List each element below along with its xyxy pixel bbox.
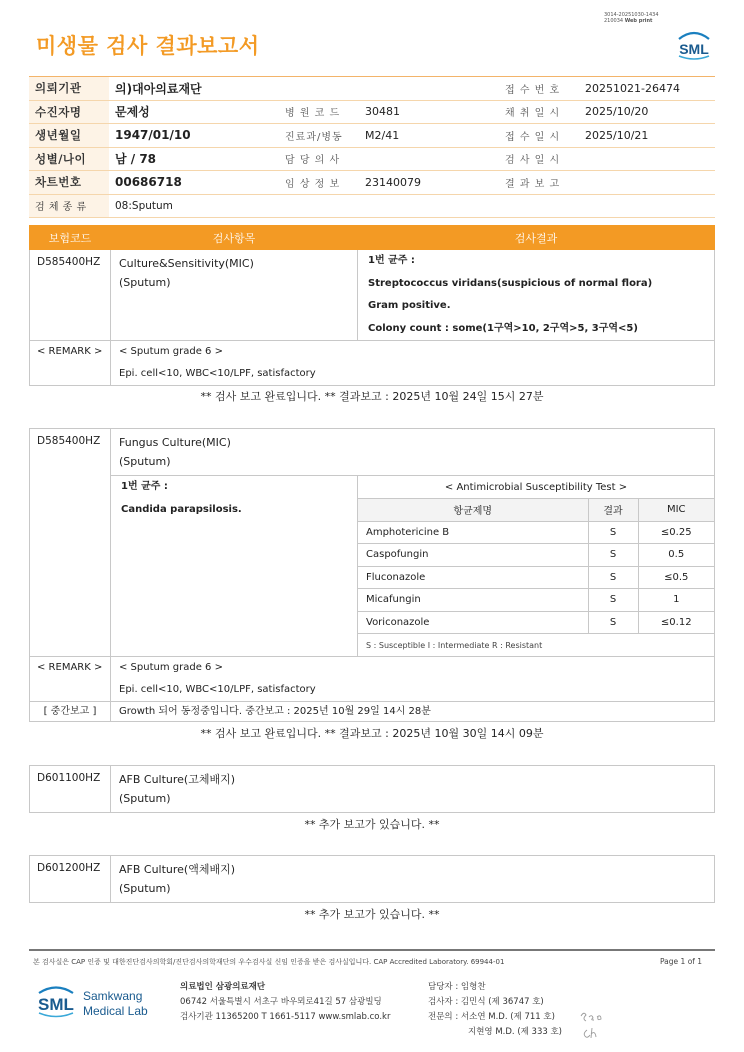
table-row: [30, 856, 715, 903]
table-row: [30, 429, 715, 476]
info-label: 성별/나이: [29, 147, 109, 171]
org-address: 06742 서울특별시 서초구 바우뫼로41길 57 삼광빌딩: [180, 997, 382, 1007]
footer-divider: [29, 949, 715, 951]
info-label: 병 원 코 드: [279, 100, 359, 124]
additional-report-notice: ** 추가 보고가 있습니다. **: [304, 908, 440, 921]
ast-legend: S : Susceptible I : Intermediate R : Resistant: [358, 634, 714, 657]
additional-report-notice: ** 추가 보고가 있습니다. **: [304, 818, 440, 831]
accreditation-note: 본 검사실은 CAP 인증 및 대한진단검사의학회/진단검사의학재단의 우수검사실 신임 인증을 받은 검사실입니다. CAP Accredited Laboratory. 69944-01: [33, 958, 505, 966]
info-label: 차트번호: [29, 171, 109, 195]
info-value: 30481: [359, 100, 499, 124]
ast-mic: ≤0.5: [638, 566, 714, 589]
staff-name: 김민식 (제 36747 호): [460, 997, 544, 1007]
patient-info-table: [29, 76, 715, 218]
test-specimen: (Sputum): [119, 455, 171, 468]
info-label: 접 수 일 시: [499, 124, 579, 148]
org-name: 의료법인 삼광의료재단: [180, 982, 266, 992]
ast-col-mic: MIC: [638, 499, 714, 522]
ast-drug: Amphotericine B: [358, 521, 588, 544]
samkwang-logo: [36, 980, 166, 1024]
info-row: [29, 171, 715, 195]
test-code: D601200HZ: [30, 856, 111, 903]
info-value: [579, 171, 715, 195]
result-table-afb-liquid: [29, 855, 715, 903]
remark-text: [111, 341, 715, 386]
info-row: [29, 77, 715, 101]
ast-row: [358, 589, 714, 612]
ast-caption-row: [358, 476, 714, 499]
interim-row: [30, 702, 715, 722]
test-result: [358, 250, 715, 341]
info-value: [359, 194, 499, 218]
test-specimen: (Sputum): [119, 882, 171, 895]
info-value: 20251021-26474: [579, 77, 715, 101]
web-print-label: Web print: [624, 18, 653, 24]
staff-name: 서소연 M.D. (제 711 호): [460, 1012, 555, 1022]
test-item-name: AFB Culture(액체배지): [119, 863, 236, 876]
col-insurance-code: 보험코드: [30, 226, 111, 250]
ast-legend-row: [358, 634, 714, 657]
info-value: 1947/01/10: [109, 124, 279, 148]
test-item-name: AFB Culture(고체배지): [119, 773, 236, 786]
ast-row: [358, 611, 714, 634]
table-row: [30, 476, 715, 657]
page-title: 미생물 검사 결과보고서: [36, 34, 260, 58]
ast-drug: Fluconazole: [358, 566, 588, 589]
ast-header-row: [358, 499, 714, 522]
test-item-name: Culture&Sensitivity(MIC): [119, 257, 254, 270]
info-value: [579, 194, 715, 218]
info-label: 의뢰기관: [29, 77, 109, 101]
info-label: 임 상 정 보: [279, 171, 359, 195]
test-code: D585400HZ: [30, 250, 111, 341]
result-line: 1번 균주 :: [368, 255, 415, 266]
result-table-afb-solid: [29, 765, 715, 813]
col-test-item: 검사항목: [111, 226, 358, 250]
logo-line1: Samkwang: [83, 989, 143, 1003]
test-item: [111, 856, 715, 903]
table-row: [30, 250, 715, 341]
info-value: [579, 147, 715, 171]
test-item-name: Fungus Culture(MIC): [119, 436, 231, 449]
info-label: 채 취 일 시: [499, 100, 579, 124]
logo-line2: Medical Lab: [83, 1004, 148, 1018]
test-item: [111, 250, 358, 341]
info-label: 결 과 보 고: [499, 171, 579, 195]
report-id-code: [604, 12, 694, 24]
ast-result: S: [588, 544, 638, 567]
ast-row: [358, 544, 714, 567]
col-test-result: 검사결과: [358, 226, 715, 250]
ast-table: [358, 476, 714, 656]
result-line: Colony count : some(1구역>10, 2구역>5, 3구역<5): [368, 322, 638, 334]
remark-row: [30, 657, 715, 702]
ast-drug: Micafungin: [358, 589, 588, 612]
ast-mic: ≤0.12: [638, 611, 714, 634]
info-label: [279, 77, 359, 101]
organization-info: [180, 980, 390, 1025]
ast-mic: 1: [638, 589, 714, 612]
test-item: [111, 429, 715, 476]
test-specimen: (Sputum): [119, 792, 171, 805]
result-table-fungus: [29, 428, 715, 722]
strain-name: Candida parapsilosis.: [121, 503, 242, 515]
ast-result: S: [588, 521, 638, 544]
staff-name: 임형찬: [460, 982, 486, 992]
sml-logo: [674, 26, 714, 60]
remark-line: < Sputum grade 6 >: [119, 346, 223, 357]
ast-drug: Caspofungin: [358, 544, 588, 567]
info-label: 진료과/병동: [279, 124, 359, 148]
completion-notice: ** 검사 보고 완료입니다. ** 결과보고 : 2025년 10월 24일 15시 27분: [200, 390, 544, 403]
info-row: [29, 147, 715, 171]
info-value: [359, 147, 499, 171]
info-value: 문제성: [109, 100, 279, 124]
staff-info: [428, 980, 562, 1040]
info-value: 00686718: [109, 171, 279, 195]
staff-label: 담당자 :: [428, 982, 459, 992]
info-label: 생년월일: [29, 124, 109, 148]
report-id-line2: 210034: [604, 18, 624, 24]
ast-col-result: 결과: [588, 499, 638, 522]
info-value: 2025/10/20: [579, 100, 715, 124]
ast-col-drug: 항균제명: [358, 499, 588, 522]
info-value: 남 / 78: [109, 147, 279, 171]
test-item: [111, 766, 715, 813]
info-label: [279, 194, 359, 218]
remark-line: < Sputum grade 6 >: [119, 662, 223, 673]
remark-label: < REMARK >: [30, 341, 111, 386]
info-value: 08:Sputum: [109, 194, 279, 218]
info-label: 검 체 종 류: [29, 194, 109, 218]
interim-text: Growth 되어 동정중입니다. 중간보고 : 2025년 10월 29일 14시 28분: [111, 702, 715, 722]
completion-notice: ** 검사 보고 완료입니다. ** 결과보고 : 2025년 10월 30일 14시 09분: [200, 727, 544, 740]
test-specimen: (Sputum): [119, 276, 171, 289]
remark-label: < REMARK >: [30, 657, 111, 702]
info-value: 23140079: [359, 171, 499, 195]
staff-label: 검사자 :: [428, 997, 459, 1007]
info-value: M2/41: [359, 124, 499, 148]
ast-result: S: [588, 611, 638, 634]
ast-drug: Voriconazole: [358, 611, 588, 634]
signature-image: [578, 1008, 608, 1040]
info-value: 의)대아의료재단: [109, 77, 279, 101]
ast-result: S: [588, 566, 638, 589]
info-label: 접 수 번 호: [499, 77, 579, 101]
remark-line: Epi. cell<10, WBC<10/LPF, satisfactory: [119, 368, 316, 379]
strain-label: 1번 균주 :: [121, 481, 168, 492]
ast-caption: < Antimicrobial Susceptibility Test >: [444, 481, 628, 493]
ast-mic: 0.5: [638, 544, 714, 567]
report-id-line1: 3014-20251030-1434: [604, 12, 659, 18]
page-number: Page 1 of 1: [660, 957, 703, 966]
org-contact: 검사기관 11365200 T 1661-5117 www.smlab.co.kr: [180, 1012, 391, 1022]
ast-row: [358, 566, 714, 589]
info-label: 수진자명: [29, 100, 109, 124]
remark-text: [111, 657, 715, 702]
strain-result: [111, 476, 358, 657]
result-table-header: [30, 226, 715, 250]
result-table-culture: [29, 225, 715, 386]
svg-text:SML: SML: [679, 41, 709, 57]
info-row: [29, 124, 715, 148]
result-line: Streptococcus viridans(suspicious of normal flora): [368, 277, 653, 289]
test-code: D585400HZ: [30, 429, 111, 657]
info-row: [29, 100, 715, 124]
info-row: [29, 194, 715, 218]
info-value: 2025/10/21: [579, 124, 715, 148]
ast-result: S: [588, 589, 638, 612]
test-code: D601100HZ: [30, 766, 111, 813]
ast-mic: ≤0.25: [638, 521, 714, 544]
info-value: [359, 77, 499, 101]
info-label: 검 사 일 시: [499, 147, 579, 171]
staff-label: 전문의 :: [428, 1012, 459, 1022]
result-line: Gram positive.: [368, 300, 451, 311]
info-label: 담 당 의 사: [279, 147, 359, 171]
table-row: [30, 766, 715, 813]
interim-label: [ 중간보고 ]: [30, 702, 111, 722]
info-label: [499, 194, 579, 218]
ast-panel: [358, 476, 715, 657]
staff-name: 지현영 M.D. (제 333 호): [468, 1027, 563, 1037]
remark-row: [30, 341, 715, 386]
remark-line: Epi. cell<10, WBC<10/LPF, satisfactory: [119, 684, 316, 695]
ast-row: [358, 521, 714, 544]
logo-mark: SML: [38, 995, 74, 1014]
